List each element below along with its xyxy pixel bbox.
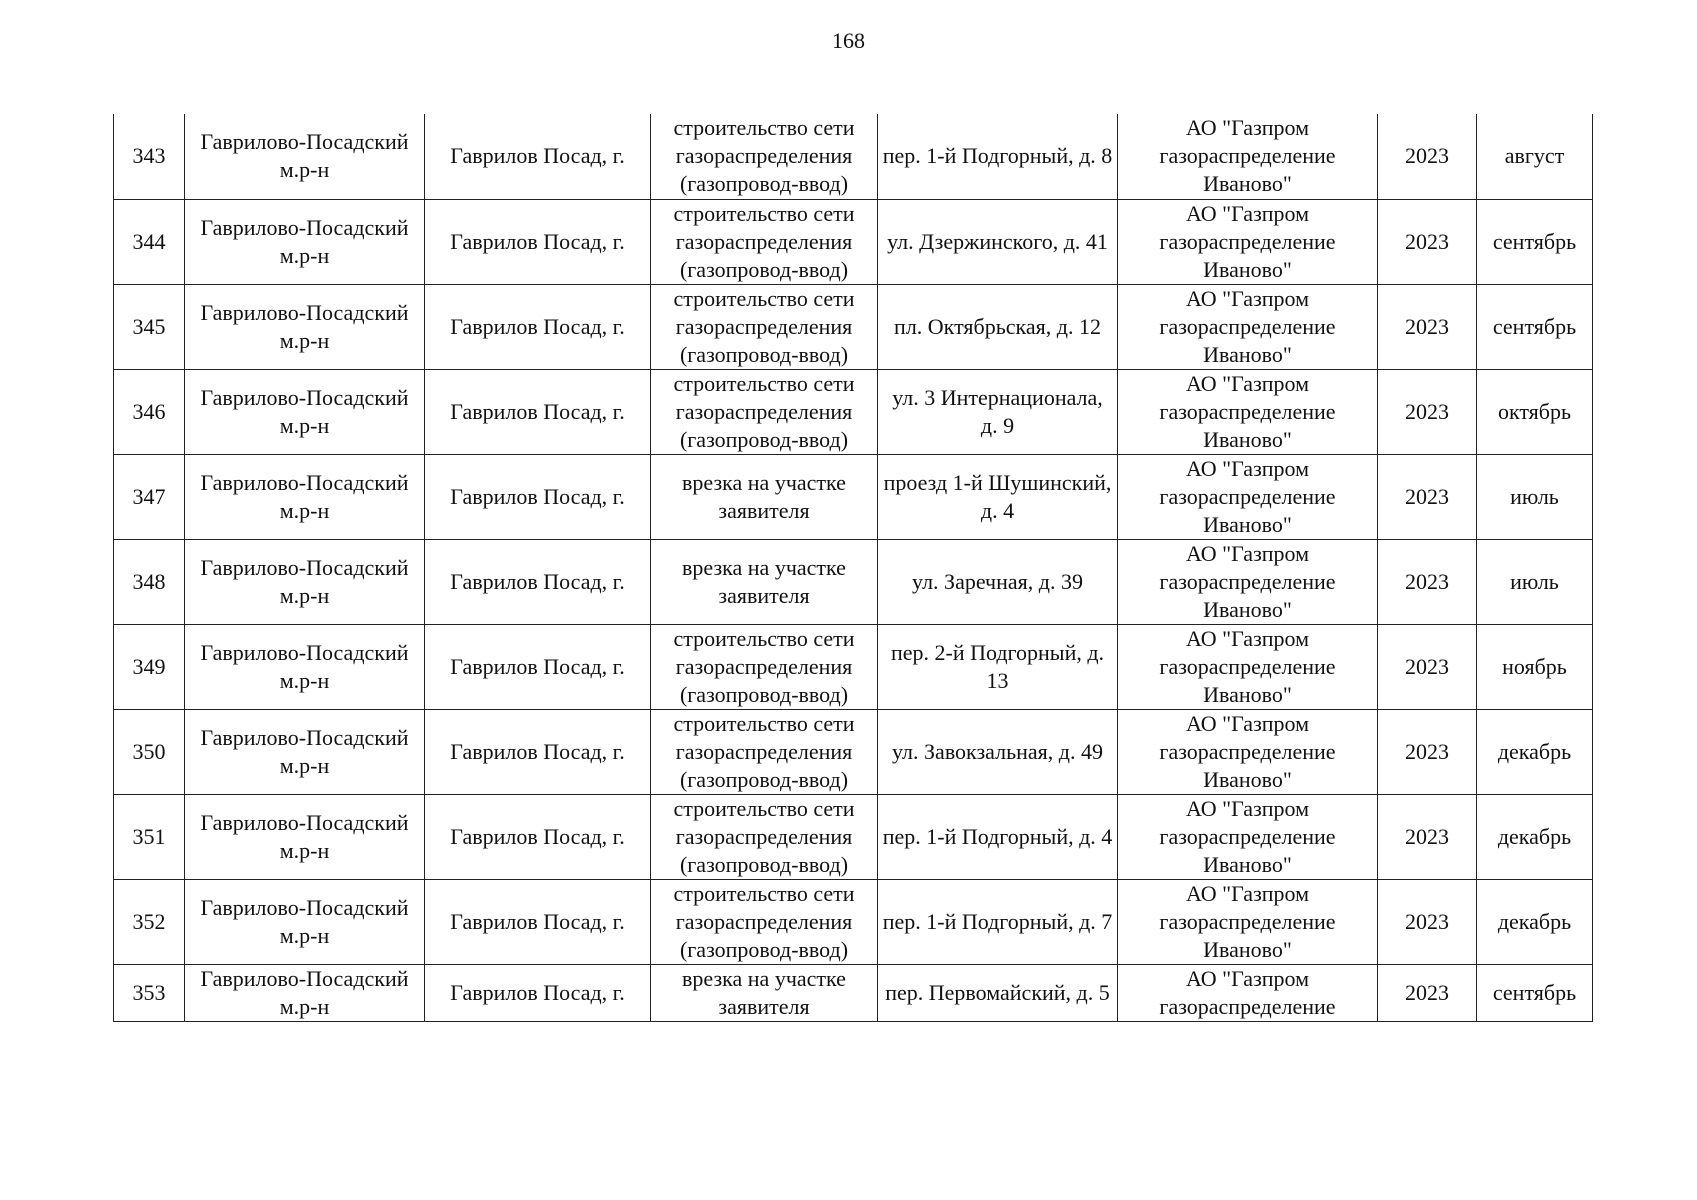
year-cell: 2023 (1378, 284, 1477, 369)
city-cell: Гаврилов Посад, г. (425, 879, 651, 964)
row-number-cell: 353 (114, 964, 185, 1021)
work-type-cell: строительство сети газораспределения (газопровод-ввод) (651, 709, 878, 794)
organization-cell: АО "Газпром газораспределение Иваново" (1118, 369, 1378, 454)
month-cell: август (1477, 114, 1593, 199)
table-row (114, 454, 1593, 539)
city-cell: Гаврилов Посад, г. (425, 199, 651, 284)
month-cell: октябрь (1477, 369, 1593, 454)
table-row (114, 539, 1593, 624)
address-cell: пер. 2-й Подгорный, д. 13 (878, 624, 1118, 709)
city-cell: Гаврилов Посад, г. (425, 369, 651, 454)
year-cell: 2023 (1378, 794, 1477, 879)
district-cell: Гаврилово-Посадский м.р-н (185, 964, 425, 1021)
work-type-cell: строительство сети газораспределения (газопровод-ввод) (651, 114, 878, 199)
work-type-cell: врезка на участке заявителя (651, 454, 878, 539)
gasification-table (113, 114, 1593, 1022)
city-cell: Гаврилов Посад, г. (425, 624, 651, 709)
row-number-cell: 345 (114, 284, 185, 369)
address-cell: пер. Первомайский, д. 5 (878, 964, 1118, 1021)
district-cell: Гаврилово-Посадский м.р-н (185, 879, 425, 964)
year-cell: 2023 (1378, 709, 1477, 794)
district-cell: Гаврилово-Посадский м.р-н (185, 539, 425, 624)
work-type-cell: врезка на участке заявителя (651, 964, 878, 1021)
address-cell: ул. Завокзальная, д. 49 (878, 709, 1118, 794)
district-cell: Гаврилово-Посадский м.р-н (185, 199, 425, 284)
month-cell: декабрь (1477, 709, 1593, 794)
address-cell: ул. Заречная, д. 39 (878, 539, 1118, 624)
organization-cell: АО "Газпром газораспределение Иваново" (1118, 794, 1378, 879)
year-cell: 2023 (1378, 199, 1477, 284)
district-cell: Гаврилово-Посадский м.р-н (185, 284, 425, 369)
organization-cell: АО "Газпром газораспределение (1118, 964, 1378, 1021)
row-number-cell: 346 (114, 369, 185, 454)
year-cell: 2023 (1378, 454, 1477, 539)
row-number-cell: 349 (114, 624, 185, 709)
month-cell: декабрь (1477, 794, 1593, 879)
district-cell: Гаврилово-Посадский м.р-н (185, 369, 425, 454)
work-type-cell: строительство сети газораспределения (газопровод-ввод) (651, 284, 878, 369)
address-cell: ул. Дзержинского, д. 41 (878, 199, 1118, 284)
work-type-cell: строительство сети газораспределения (газопровод-ввод) (651, 199, 878, 284)
organization-cell: АО "Газпром газораспределение Иваново" (1118, 709, 1378, 794)
row-number-cell: 351 (114, 794, 185, 879)
table-row (114, 199, 1593, 284)
year-cell: 2023 (1378, 369, 1477, 454)
row-number-cell: 347 (114, 454, 185, 539)
year-cell: 2023 (1378, 964, 1477, 1021)
month-cell: сентябрь (1477, 284, 1593, 369)
district-cell: Гаврилово-Посадский м.р-н (185, 454, 425, 539)
row-number-cell: 344 (114, 199, 185, 284)
city-cell: Гаврилов Посад, г. (425, 454, 651, 539)
district-cell: Гаврилово-Посадский м.р-н (185, 624, 425, 709)
address-cell: проезд 1-й Шушинский, д. 4 (878, 454, 1118, 539)
address-cell: пер. 1-й Подгорный, д. 7 (878, 879, 1118, 964)
organization-cell: АО "Газпром газораспределение Иваново" (1118, 624, 1378, 709)
month-cell: декабрь (1477, 879, 1593, 964)
table-row (114, 794, 1593, 879)
row-number-cell: 343 (114, 114, 185, 199)
table-row (114, 964, 1593, 1021)
year-cell: 2023 (1378, 114, 1477, 199)
organization-cell: АО "Газпром газораспределение Иваново" (1118, 454, 1378, 539)
city-cell: Гаврилов Посад, г. (425, 539, 651, 624)
year-cell: 2023 (1378, 539, 1477, 624)
organization-cell: АО "Газпром газораспределение Иваново" (1118, 199, 1378, 284)
district-cell: Гаврилово-Посадский м.р-н (185, 709, 425, 794)
month-cell: сентябрь (1477, 199, 1593, 284)
table-row (114, 624, 1593, 709)
organization-cell: АО "Газпром газораспределение Иваново" (1118, 284, 1378, 369)
city-cell: Гаврилов Посад, г. (425, 709, 651, 794)
address-cell: ул. 3 Интернационала, д. 9 (878, 369, 1118, 454)
work-type-cell: строительство сети газораспределения (газопровод-ввод) (651, 879, 878, 964)
month-cell: ноябрь (1477, 624, 1593, 709)
month-cell: июль (1477, 454, 1593, 539)
page-number: 168 (832, 28, 865, 53)
table-row (114, 284, 1593, 369)
city-cell: Гаврилов Посад, г. (425, 114, 651, 199)
work-type-cell: строительство сети газораспределения (газопровод-ввод) (651, 624, 878, 709)
organization-cell: АО "Газпром газораспределение Иваново" (1118, 114, 1378, 199)
row-number-cell: 352 (114, 879, 185, 964)
organization-cell: АО "Газпром газораспределение Иваново" (1118, 539, 1378, 624)
address-cell: пл. Октябрьская, д. 12 (878, 284, 1118, 369)
year-cell: 2023 (1378, 879, 1477, 964)
district-cell: Гаврилово-Посадский м.р-н (185, 794, 425, 879)
table-row (114, 879, 1593, 964)
work-type-cell: строительство сети газораспределения (газопровод-ввод) (651, 794, 878, 879)
table-row (114, 369, 1593, 454)
work-type-cell: врезка на участке заявителя (651, 539, 878, 624)
district-cell: Гаврилово-Посадский м.р-н (185, 114, 425, 199)
month-cell: сентябрь (1477, 964, 1593, 1021)
city-cell: Гаврилов Посад, г. (425, 794, 651, 879)
address-cell: пер. 1-й Подгорный, д. 8 (878, 114, 1118, 199)
work-type-cell: строительство сети газораспределения (газопровод-ввод) (651, 369, 878, 454)
city-cell: Гаврилов Посад, г. (425, 284, 651, 369)
month-cell: июль (1477, 539, 1593, 624)
row-number-cell: 350 (114, 709, 185, 794)
table-row (114, 709, 1593, 794)
address-cell: пер. 1-й Подгорный, д. 4 (878, 794, 1118, 879)
table-row (114, 114, 1593, 199)
city-cell: Гаврилов Посад, г. (425, 964, 651, 1021)
row-number-cell: 348 (114, 539, 185, 624)
year-cell: 2023 (1378, 624, 1477, 709)
organization-cell: АО "Газпром газораспределение Иваново" (1118, 879, 1378, 964)
